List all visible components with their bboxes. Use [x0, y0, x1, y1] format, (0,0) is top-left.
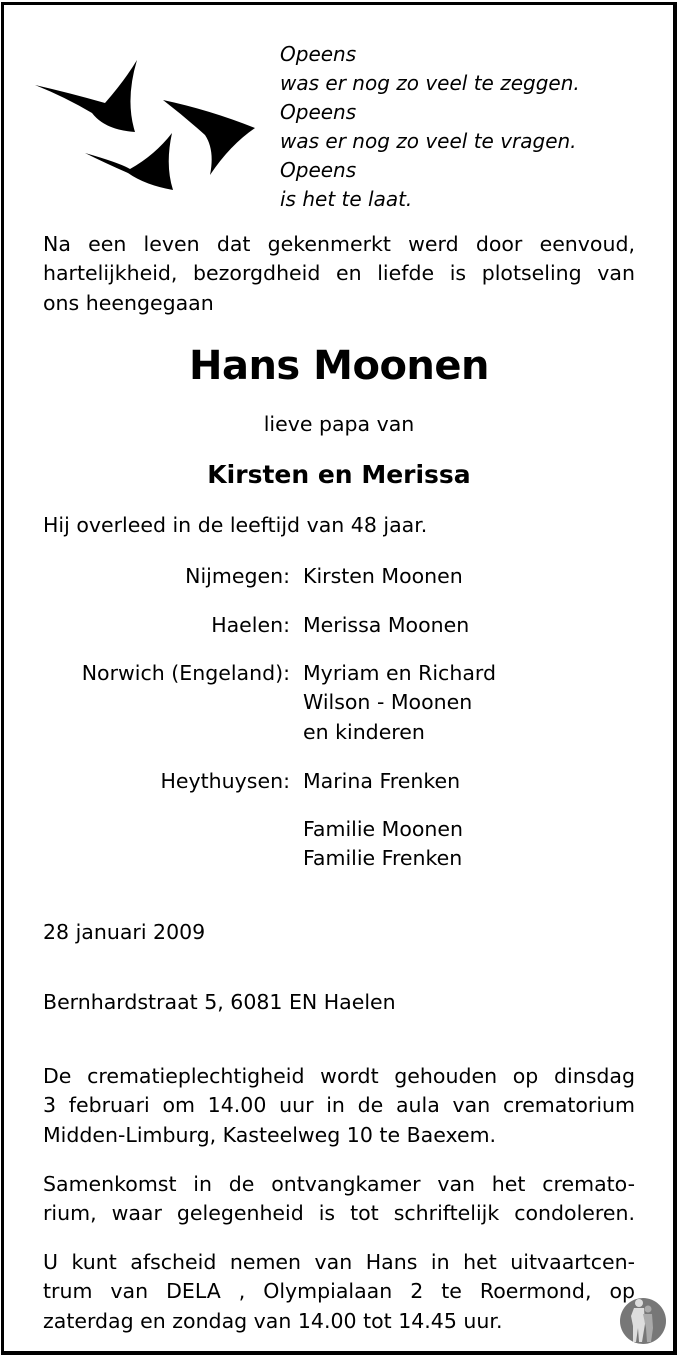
poem-line: Opeens — [280, 42, 357, 66]
poem — [280, 40, 580, 214]
mourner-name: Merissa Moonen — [303, 613, 470, 637]
poem-line: Opeens — [280, 100, 357, 124]
paragraph-line: Samenkomst in de ontvangkamer van het cremato- — [43, 1172, 635, 1196]
intro-text — [43, 230, 635, 318]
mourner-name: Wilson - Moonen — [303, 690, 473, 715]
paragraph-line: Midden-Limburg, Kasteelweg 10 te Baexem. — [43, 1122, 497, 1147]
mourner-name: Marina Frenken — [303, 769, 461, 793]
flying-birds-icon — [30, 55, 270, 200]
ceremony-paragraph — [43, 1062, 635, 1150]
paragraph-line: zaterdag en zondag van 14.00 tot 14.45 uur. — [43, 1308, 503, 1333]
intro-line: ons heengegaan — [43, 290, 214, 315]
poem-line: was er nog zo veel te zeggen. — [280, 71, 580, 95]
intro-line: Na een leven dat gekenmerkt werd door eenvoud, — [43, 232, 635, 256]
paragraph-line: U kunt afscheid nemen van Hans in het uitvaartcen- — [43, 1250, 635, 1274]
mourner-place: Heythuysen: — [160, 769, 290, 793]
mourner-name: Kirsten Moonen — [303, 564, 463, 588]
home-address: Bernhardstraat 5, 6081 EN Haelen — [43, 990, 396, 1014]
paragraph-line: trum van DELA , Olympialaan 2 te Roermond, op — [43, 1279, 635, 1304]
intro-line: hartelijkheid, bezorgdheid en liefde is plotseling van — [43, 261, 635, 286]
children-names: Kirsten en Merissa — [207, 460, 471, 489]
age-line: Hij overleed in de leeftijd van 48 jaar. — [43, 513, 428, 537]
relation-text: lieve papa van — [263, 412, 415, 436]
paragraph-line: De crematieplechtigheid wordt gehouden op dinsdag — [43, 1064, 635, 1088]
mourner-place: Nijmegen: — [185, 564, 290, 588]
poem-line: Opeens — [280, 158, 357, 182]
poem-line: is het te laat. — [280, 187, 413, 211]
gathering-paragraph — [43, 1170, 635, 1229]
mourner-place: Norwich (Engeland): — [81, 661, 290, 685]
deceased-name: Hans Moonen — [188, 343, 490, 389]
paragraph-line: rium, waar gelegenheid is tot schriftelijk condoleren. — [43, 1201, 635, 1226]
mourner-name: Familie Moonen — [303, 817, 464, 841]
farewell-paragraph — [43, 1248, 635, 1336]
poem-line: was er nog zo veel te vragen. — [280, 129, 577, 153]
mourner-name: Myriam en Richard — [303, 661, 496, 685]
mourner-place: Haelen: — [211, 613, 290, 637]
paragraph-line: 3 februari om 14.00 uur in de aula van crematorium — [43, 1093, 635, 1118]
notice-date: 28 januari 2009 — [43, 920, 206, 944]
mourner-name: Familie Frenken — [303, 846, 463, 871]
embracing-figures-logo-icon — [619, 1296, 667, 1346]
mourner-name: en kinderen — [303, 719, 425, 744]
